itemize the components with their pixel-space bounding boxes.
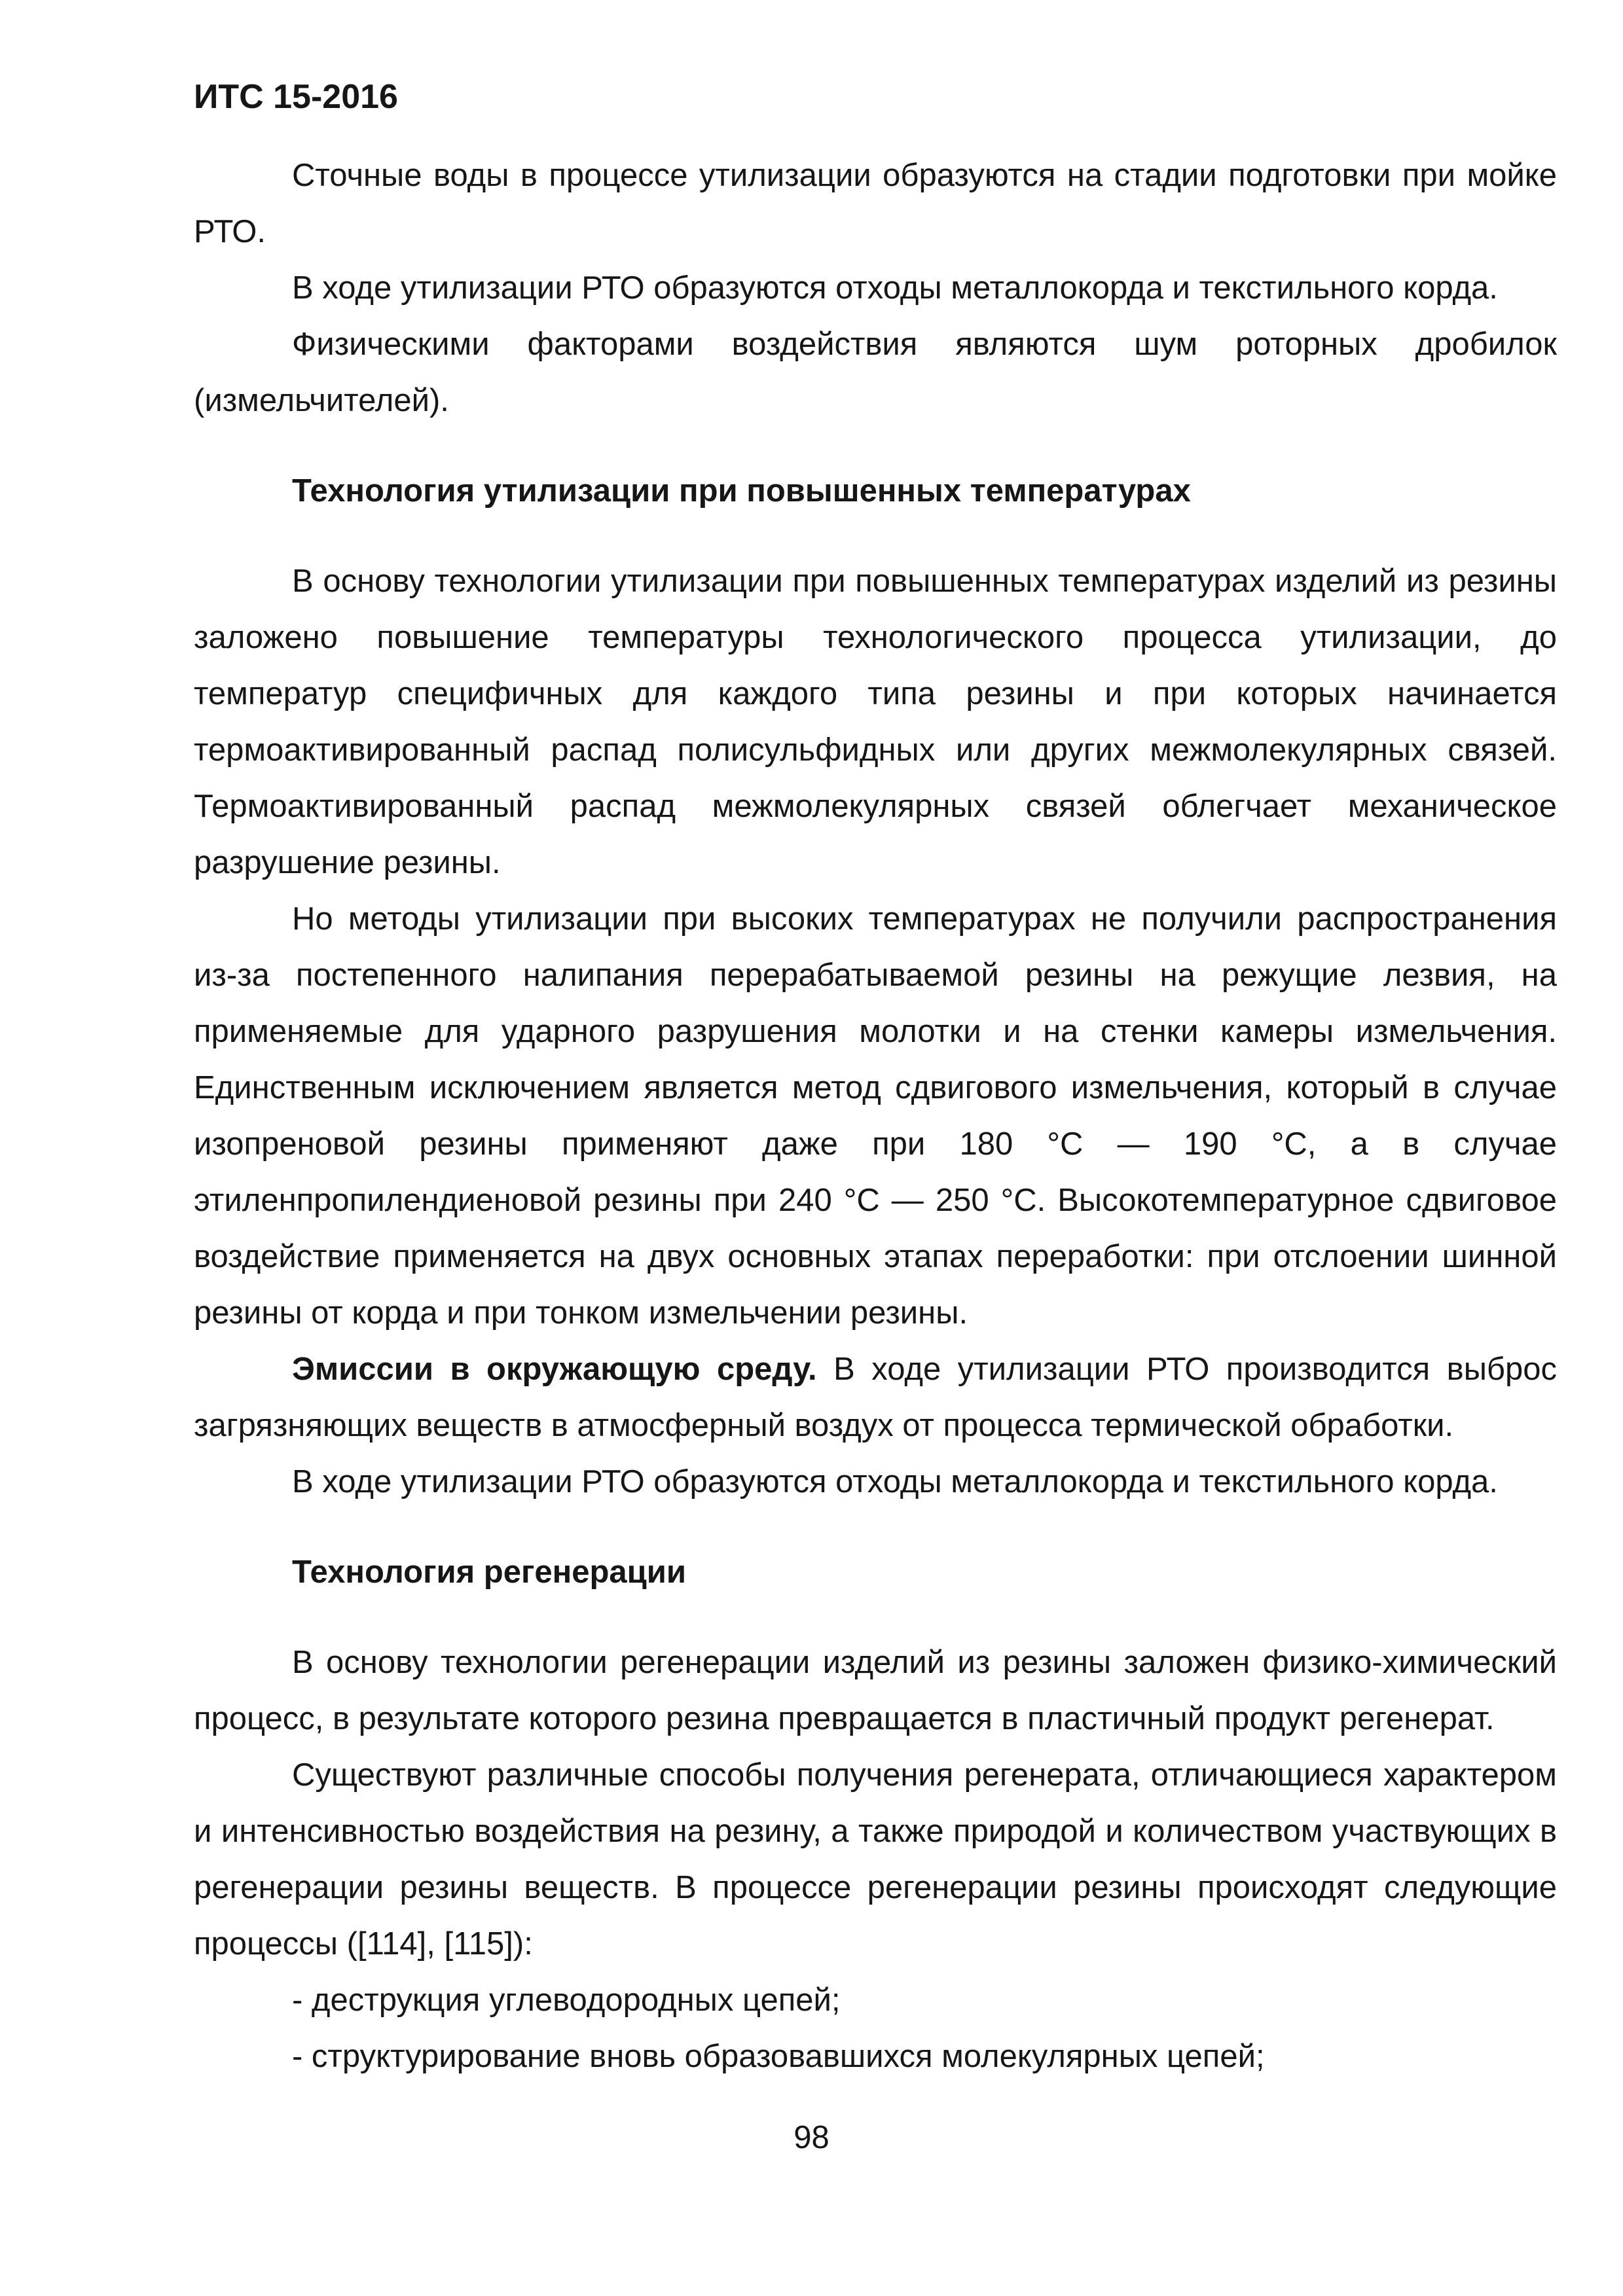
emissions-lead: Эмиссии в окружающую среду.: [292, 1352, 817, 1387]
paragraph-physical-factors: Физическими факторами воздействия являются шум роторных дробилок (измельчителей).: [194, 327, 1557, 418]
paragraph-waste-cord: В ходе утилизации РТО образуются отходы металлокорда и текстильного корда.: [292, 270, 1498, 306]
paragraph-regeneration-methods: Существуют различные способы получения регенерата, отличающиеся характером и интенсивностью воздействия на резину, а также природой и количеством участвующих в регенерации резины веществ. В процессе регенерации резины происходят следующие процессы ([114], [115]):: [194, 1757, 1557, 1962]
list-item-structuring: - структурирование вновь образовавшихся молекулярных цепей;: [292, 2039, 1265, 2074]
paragraph-high-temp-basis: В основу технологии утилизации при повышенных температурах изделий из резины заложено повышение температуры технологического процесса утилизации, до температур специфичных для каждого типа резины и при которых начинается термоактивированный распад полисульфидных или других межмолекулярных связей. Термоактивированный распад межмолекулярных связей облегчает механическое разрушение резины.: [194, 564, 1557, 880]
emissions-text: В ходе утилизации РТО производится выброс загрязняющих веществ в атмосферный воздух от процесса термической обработки.: [194, 1352, 1557, 1443]
page-number: 98: [793, 2120, 830, 2155]
section-heading-high-temperature: Технология утилизации при повышенных температурах: [292, 473, 1191, 509]
paragraph-regeneration-basis: В основу технологии регенерации изделий из резины заложен физико-химический процесс, в результате которого резина превращается в пластичный продукт регенерат.: [194, 1645, 1557, 1736]
section-heading-regeneration: Технология регенерации: [292, 1554, 687, 1590]
list-item-destruction: - деструкция углеводородных цепей;: [292, 1982, 841, 2018]
paragraph-high-temp-methods: Но методы утилизации при высоких температурах не получили распространения из-за постепенного налипания перерабатываемой резины на режущие лезвия, на применяемые для ударного разрушения молотки и на стенки камеры измельчения. Единственным исключением является метод сдвигового измельчения, который в случае изопреновой резины применяют даже при 180 °С — 190 °С, а в случае этиленпропилендиеновой резины при 240 °С — 250 °С. Высокотемпературное сдвиговое воздействие применяется на двух основных этапах переработки: при отслоении шинной резины от корда и при тонком измельчении резины.: [194, 901, 1557, 1331]
paragraph-waste-cord-repeat: В ходе утилизации РТО образуются отходы металлокорда и текстильного корда.: [292, 1464, 1498, 1499]
paragraph-wastewater: Сточные воды в процессе утилизации образуются на стадии подготовки при мойке РТО.: [194, 158, 1557, 249]
document-code-header: ИТС 15-2016: [194, 78, 398, 116]
page-body: [194, 147, 1557, 2085]
paragraph-emissions: [194, 1341, 1557, 1454]
